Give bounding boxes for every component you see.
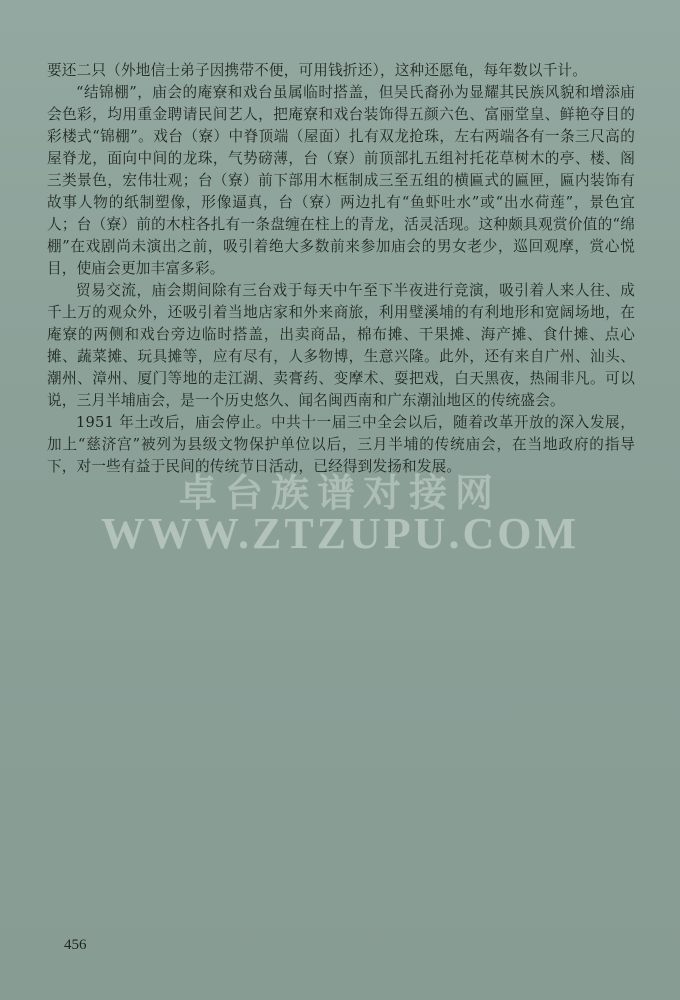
watermark-url: WWW.ZTZUPU.COM — [101, 509, 579, 558]
paragraph-land-reform: 1951 年土改后，庙会停止。中共十一届三中全会以后，随着改革开放的深入发展，加上“慈济宫”被列为县级文物保护单位以后，三月半埔的传统庙会，在当地政府的指导下，对一些有益于民间的传统节日活动，已经得到发扬和发展。 — [47, 414, 635, 475]
page-number: 456 — [64, 937, 87, 953]
body-text — [47, 60, 635, 478]
paragraph-trade-exchange: 贸易交流，庙会期间除有三台戏于每天中午至下半夜进行竞演，吸引着人来人往、成千上万的观众外，还吸引着当地店家和外来商旅，利用璧溪埔的有利地形和宽阔场地，在庵寮的两侧和戏台旁边临时搭盖，出卖商品，棉布摊、干果摊、海产摊、食什摊、点心摊、蔬菜摊、玩具摊等，应有尽有，人多物博，生意兴隆。此外，还有来自广州、汕头、潮州、漳州、厦门等地的走江湖、卖膏药、变摩术、耍把戏，白天黑夜，热闹非凡。可以说，三月半埔庙会，是一个历史悠久、闻名闽西南和广东潮汕地区的传统盛会。 — [47, 282, 635, 409]
paragraph-continuation: 要还二只（外地信士弟子因携带不便，可用钱折还），这种还愿龟，每年数以千计。 — [47, 62, 588, 79]
paragraph-brocade-shed: “结锦棚”，庙会的庵寮和戏台虽属临时搭盖，但吴氏裔孙为显耀其民族风貌和增添庙会色彩，均用重金聘请民间艺人，把庵寮和戏台装饰得五颜六色、富丽堂皇、鲜艳夺目的彩楼式“锦棚”。戏台（寮）中脊顶端（屋面）扎有双龙抢珠，左右两端各有一条三尺高的屋脊龙，面向中间的龙珠，气势磅薄，台（寮）前顶部扎五组衬托花草树木的亭、楼、阁三类景色，宏伟壮观；台（寮）前下部用木框制成三至五组的横匾式的匾匣，匾内装饰有故事人物的纸制塑像，形像逼真，台（寮）两边扎有“鱼虾吐水”或“出水荷莲”，景色宜人；台（寮）前的木柱各扎有一条盘缠在柱上的青龙，活灵活现。这种颇具观赏价值的“绵棚”在戏剧尚未演出之前，吸引着绝大多数前来参加庙会的男女老少，巡回观摩，赏心悦目，使庙会更加丰富多彩。 — [47, 84, 635, 277]
watermark-chinese-text: 卓台族谱对接网 — [178, 470, 501, 515]
